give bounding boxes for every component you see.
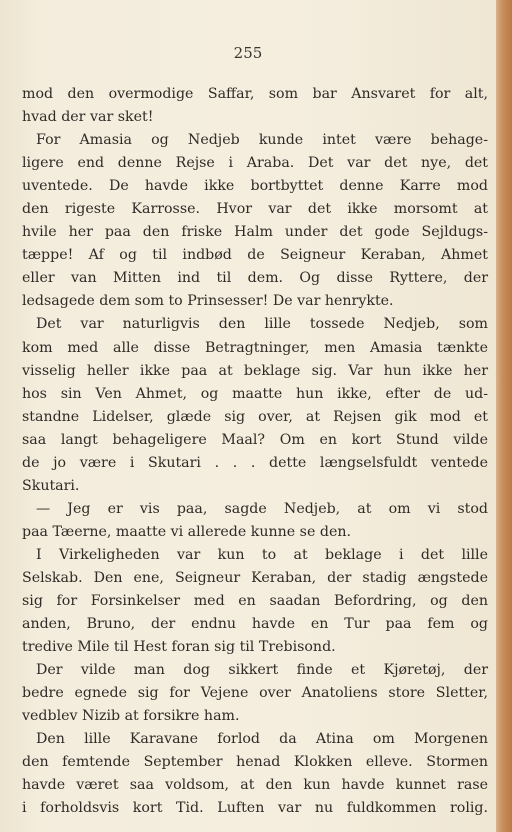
text-line: tredive Mile til Hest foran sig til Trebisond. — [22, 639, 336, 656]
text-line: vedblev Nizib at forsikre ham. — [22, 708, 240, 725]
text-line: bedre egnede sig for Vejene over Anatoliens store Sletter, — [22, 685, 488, 702]
page-number: 255 — [233, 44, 263, 62]
text-line: — Jeg er vis paa, sagde Nedjeb, at om vi stod — [36, 500, 488, 517]
page-edge — [496, 0, 512, 832]
text-line: For Amasia og Nedjeb kunde intet være behage- — [36, 132, 488, 149]
text-line: mod den overmodige Saffar, som bar Ansvaret for alt, — [22, 86, 488, 102]
text-line: Skutari. — [22, 477, 80, 494]
text-line: de jo være i Skutari . . . dette længselsfuldt ventede — [22, 454, 488, 471]
text-line: havde været saa voldsom, at den kun havde kunnet rase — [22, 777, 488, 794]
text-line: paa Tæerne, maatte vi allerede kunne se den. — [22, 523, 351, 540]
text-line: visselig heller ikke paa at beklage sig. Var hun ikke her — [22, 362, 488, 379]
text-line: anden, Bruno, der endnu havde en Tur paa fem og — [22, 616, 488, 633]
text-line: kom med alle disse Betragtninger, men Amasia tænkte — [22, 339, 488, 356]
text-line: Der vilde man dog sikkert finde et Kjøretøj, der — [36, 662, 488, 679]
text-line: I Virkeligheden var kun to at beklage i det lille — [36, 546, 488, 563]
text-line: Selskab. Den ene, Seigneur Keraban, der stadig ængstede — [22, 569, 488, 586]
text-line: hvile her paa den friske Halm under det gode Sejldugs- — [22, 224, 488, 241]
text-line: den femtende September henad Klokken elleve. Stormen — [22, 754, 488, 771]
text-line: ledsagede dem som to Prinsesser! De var henrykte. — [22, 293, 394, 310]
text-line: hvad der var sket! — [22, 109, 154, 126]
text-line: sig for Forsinkelser med en saadan Befordring, og den — [22, 593, 488, 610]
text-line: Den lille Karavane forlod da Atina om Morgenen — [36, 731, 488, 748]
body-text — [22, 83, 488, 821]
text-line: uventede. De havde ikke bortbyttet denne Karre mod — [22, 178, 488, 195]
text-line: Det var naturligvis den lille tossede Nedjeb, som — [36, 316, 488, 333]
text-line: standne Lidelser, glæde sig over, at Rejsen gik mod et — [22, 408, 488, 425]
text-line: ligere end denne Rejse i Araba. Det var det nye, det — [22, 155, 488, 172]
text-line: tæppe! Af og til indbød de Seigneur Keraban, Ahmet — [22, 247, 488, 264]
text-line: eller van Mitten ind til dem. Og disse Ryttere, der — [22, 270, 488, 287]
text-line: den rigeste Karrosse. Hvor var det ikke morsomt at — [22, 201, 488, 218]
text-line: saa langt behageligere Maal? Om en kort Stund vilde — [22, 431, 488, 448]
text-line: i forholdsvis kort Tid. Luften var nu fuldkommen rolig. — [22, 800, 488, 817]
text-line: hos sin Ven Ahmet, og maatte hun ikke, efter de ud- — [22, 385, 488, 402]
